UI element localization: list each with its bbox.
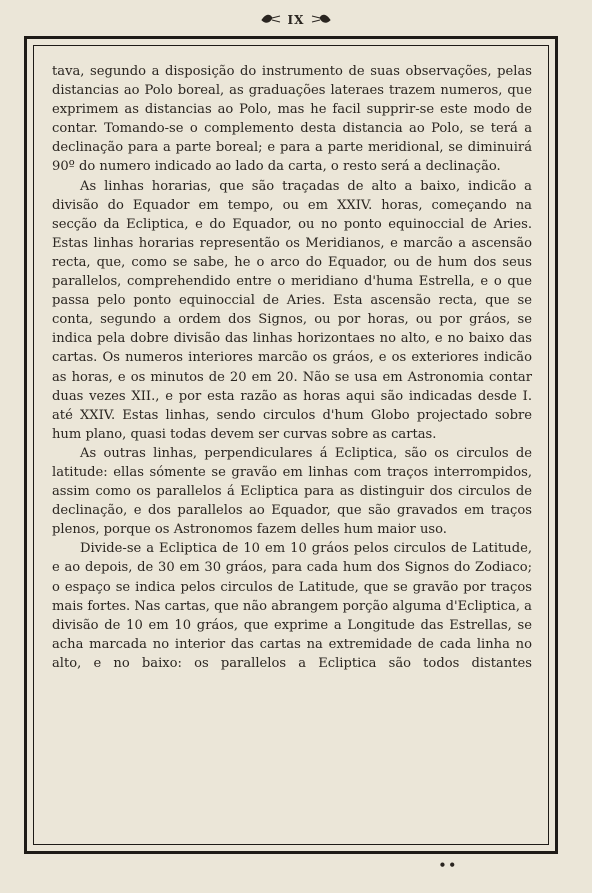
body-text [52, 62, 532, 673]
signature-mark: •• [438, 858, 458, 872]
right-ornament-icon [310, 12, 332, 28]
paragraph-1: tava, segundo a disposição do instrumento de suas observações, pelas distancias ao Polo boreal, as graduações lateraes trazem numeros, que exprimem as distancias ao Polo, mas he facil supprir-se este modo de contar. Tomando-se o complemento desta distancia ao Polo, se terá a declinação para a parte boreal; e para a parte meridional, se diminuirá 90º do numero indicado ao lado da carta, o resto será a declinação. [52, 64, 532, 175]
page-header [0, 8, 592, 32]
paragraph-3: As outras linhas, perpendiculares á Ecliptica, são os circulos de latitude: ellas sómente se gravão em linhas com traços interrompidos, assim como os parallelos á Ecliptica para as distinguir dos circulos de declinação, e dos parallelos ao Equador, que são gravados em traços plenos, porque os Astronomos fazem delles hum maior uso. [52, 445, 532, 538]
left-ornament-icon [260, 12, 282, 28]
paragraph-4: Divide-se a Ecliptica de 10 em 10 gráos pelos circulos de Latitude, e ao depois, de 30 em 30 gráos, para cada hum dos Signos do Zodiaco; o espaço se indica pelos circulos de Latitude, que se gravão por traços mais fortes. Nas cartas, que não abrangem porção alguma d'Ecliptica, a divisão de 10 em 10 gráos, que exprime a Longitude das Estrellas, se acha marcada no interior das cartas na extremidade de cada linha no alto, e no baixo: os parallelos a Ecliptica são todos distantes [52, 541, 532, 671]
page-footer [0, 858, 592, 872]
page-number: IX [287, 13, 305, 27]
paragraph-2: As linhas horarias, que são traçadas de alto a baixo, indicão a divisão do Equador em tempo, ou em XXIV. horas, começando na secção da Ecliptica, e do Equador, ou no ponto equinoccial de Aries. Estas linhas horarias representão os Meridianos, e marcão a ascensão recta, que, como se sabe, he o arco do Equador, ou de hum dos seus parallelos, comprehendido entre o meridiano d'huma Estrella, e o que passa pelo ponto equinoccial de Aries. Esta ascensão recta, que se conta, segundo a ordem dos Signos, ou por horas, ou por gráos, se indica pela dobre divisão das linhas horizontaes no alto, e no baixo das cartas. Os numeros interiores marcão os gráos, e os exteriores indicão as horas, e os minutos de 20 em 20. Não se usa em Astronomia contar duas vezes XII., e por esta razão as horas aqui são indicadas desde I. até XXIV. Estas linhas, sendo circulos d'hum Globo projectado sobre hum plano, quasi todas devem ser curvas sobre as cartas. [52, 178, 532, 442]
